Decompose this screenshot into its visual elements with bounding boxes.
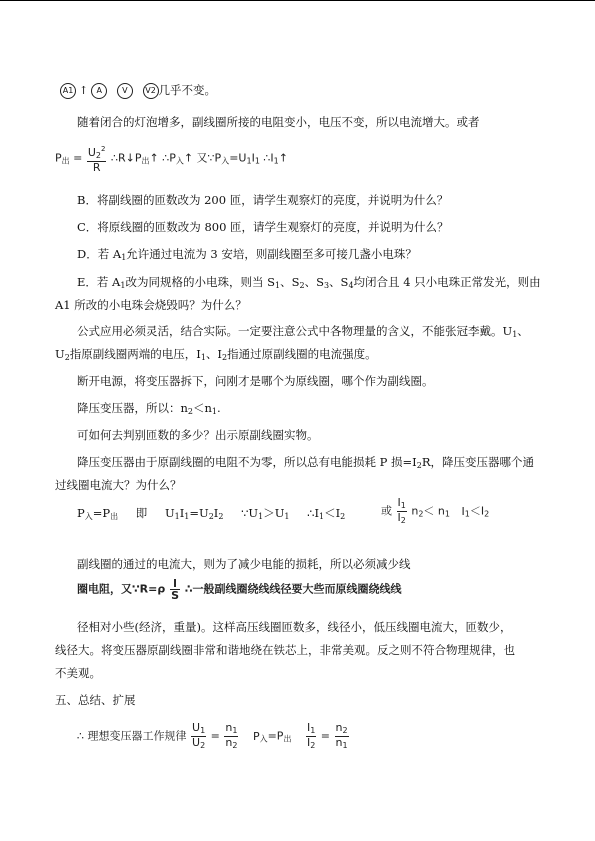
section-5-heading: 五、总结、扩展: [55, 693, 136, 707]
formula-resistance: 圈电阻，又∵R=ρ $\frac{l}{S}$ ∴一般副线圈绕线线径要大些而原线圈绕线线: [77, 577, 402, 602]
item-e: E．若 $A_1$改为同规格的小电珠，则当 $S_1$、$S_2$、$S_3$、$S_4$均闭合且 4 只小电珠正常发光，则由: [77, 275, 541, 290]
paragraph-4: 降压变压器，所以：$n_2<n_1$.: [77, 401, 221, 416]
paragraph-10: 不美观。: [55, 666, 101, 680]
voltmeter-v-icon: V: [117, 83, 133, 99]
item-c: C．将原线圈的匝数改为 800 匝，请学生观察灯的亮度，并说明为什么？: [77, 220, 449, 234]
item-d: D．若 $A_1$允许通过电流为 3 安培，则副线圈至多可接几盏小电珠？: [77, 247, 417, 262]
paragraph-8: 径相对小些(经济，重量)。这样高压线圈匝数多，线径小，低压线圈电流大，匝数少，: [77, 620, 512, 634]
paragraph-1: 随着闭合的灯泡增多，副线圈所接的电阻变小，电压不变，所以电流增大。或者: [77, 115, 480, 129]
formula-ratio-alt: 或 $\frac{I_1}{I_2}$ $n_2< n_1$ $I_1<I_2$: [381, 496, 490, 525]
paragraph-5: 可如何去判别匝数的多少？出示原副线圈实物。: [77, 428, 319, 442]
meters-line: [60, 83, 216, 99]
formula-transformer-laws: ∴ 理想变压器工作规律 $\frac{U_1}{U_2}$ = $\frac{n_1}{n_2}$ $P_入=P_出$ $\frac{I_1}{I_2}$ = $\frac{n_2}{n_1}$: [77, 721, 348, 750]
arrow-up: ↑: [79, 84, 89, 97]
paragraph-3: 断开电源，将变压器拆下，问刚才是哪个为原线圈，哪个作为副线圈。: [77, 374, 434, 388]
paragraph-6: 降压变压器由于原副线圈的电阻不为零，所以总有电能损耗 P 损$=I_2R$，降压变压器哪个通: [77, 455, 534, 470]
meters-text: 几乎不变。: [158, 83, 217, 97]
paragraph-2: 公式应用必须灵活，结合实际。一定要注意公式中各物理量的含义，不能张冠李戴。$U_1$、: [77, 324, 529, 339]
formula-power-balance: $P_入=P_出$ 即 $U_1I_1=U_2I_2$ $\because U_1>U_1$ $\therefore I_1<I_2$: [77, 506, 346, 521]
page-top-rule: [0, 0, 595, 1]
ammeter-a-icon: A: [91, 83, 107, 99]
paragraph-2-line2: $U_2$指原副线圈两端的电压，$I_1$、$I_2$指通过原副线圈的电流强度。: [55, 347, 377, 362]
item-e-line2: A1 所改的小电珠会烧毁吗？为什么？: [55, 298, 247, 312]
formula-power-output: $P_出$ = $\frac{U_2^2}{R}$ $\therefore R↓P_出↑$ $\therefore P_入↑$ 又$\because P_入=U_1I_1$ $\therefore I_1↑$: [55, 145, 288, 174]
item-b: B．将副线圈的匝数改为 200 匝，请学生观察灯的亮度，并说明为什么？: [77, 193, 449, 207]
paragraph-6-line2: 过线圈电流大？为什么？: [55, 478, 182, 492]
paragraph-9: 线径大。将变压器原副线圈非常和谐地绕在铁芯上，非常美观。反之则不符合物理规律，也: [55, 643, 515, 657]
ammeter-a1-icon: A1: [60, 83, 76, 99]
voltmeter-v2-icon: V2: [143, 83, 159, 99]
paragraph-7: 副线圈的通过的电流大，则为了减少电能的损耗，所以必须减少线: [77, 557, 411, 571]
